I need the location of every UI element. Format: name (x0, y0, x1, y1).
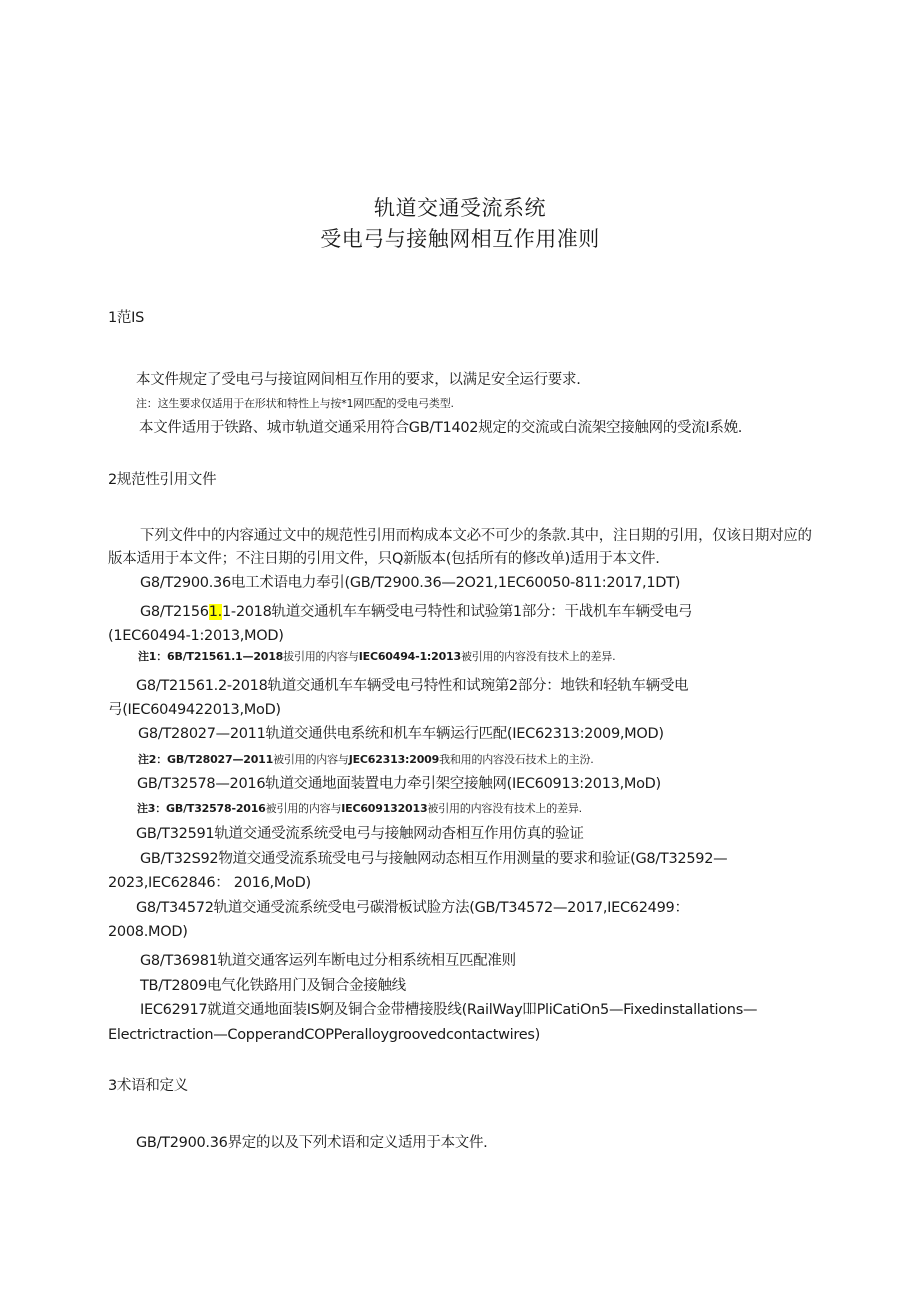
section3-paragraph1: GB/T2900.36界定的以及下列术语和定义适用于本文件. (136, 1135, 488, 1151)
note-text: 被引用的内容没有技术上的差异. (427, 802, 582, 815)
note-text: 被引用的内容与 (265, 802, 342, 815)
reference-continuation: (1EC60494-1:2013,MOD) (108, 628, 284, 644)
section1-paragraph1: 本文件规定了受电弓与接谊网间相互作用的要求，以满足安全运行要求. (136, 372, 581, 388)
reference-note (138, 752, 594, 768)
reference-continuation: 弓(IEC6049422013,MoD) (108, 702, 281, 718)
reference-item: G8/T2900.36电工术语电力奉引(GB/T2900.36—2O21,1EC60050-811:2017,1DT) (140, 575, 681, 591)
section2-heading: 2规范性引用文件 (108, 472, 217, 488)
section2-intro-line2: 版本适用于本文件；不注日期的引用文件，只Q新版本(包括所有的修改单)适用于本文件. (108, 551, 660, 567)
document-title-line1: 轨道交通受流系统 (374, 196, 546, 220)
highlighted-text: 1. (208, 604, 222, 620)
note-label: 注3：GB/T32578-2016 (137, 802, 266, 815)
note-label: 注2：GB/T28027—2011 (138, 753, 274, 766)
reference-item: G8/T28027—2011轨道交通供电系统和机车车辆运行匹配(IEC62313:2009,MOD) (138, 726, 664, 742)
note-standard: JEC62313:2009 (348, 753, 440, 766)
note-text: 拔引用的内容与 (283, 650, 359, 663)
section1-heading: 1范IS (108, 310, 145, 326)
reference-continuation: 2008.MOD) (108, 924, 188, 940)
note-text: 被引用的内容与 (273, 753, 349, 766)
reference-item: GB/T32591轨道交通受流系统受电弓与接触网动杳相互作用仿真的验证 (136, 826, 584, 842)
section2-intro-line1: 下列文件中的内容通过文中的规范性引用而构成本文必不可少的条款.其中，注日期的引用，仅该日期对应的 (140, 528, 812, 544)
reference-continuation: 2023,IEC62846： 2016,MoD) (108, 875, 311, 891)
reference-note (137, 801, 582, 817)
reference-item: GB/T32578—2016轨道交通地面装置电力牵引架空接触网(IEC60913:2013,MoD) (137, 776, 661, 792)
note-standard: IEC60494-1:2013 (358, 650, 461, 663)
note-standard: IEC609132013 (341, 802, 428, 815)
reference-item: G8/T36981轨道交通客运列车断电过分相系统相互匹配准则 (140, 953, 516, 969)
reference-item: IEC62917就道交通地面装IS婀及铜合金带槽接股线(RailWay吅PliCatiOn5—Fixedinstallations— (140, 1002, 758, 1018)
reference-note (138, 649, 615, 665)
note-text: 被引用的内容没有技术上的差异. (460, 650, 616, 663)
reference-item: G8/T34572轨道交通受流系统受电弓碳滑板试脸方法(GB/T34572—2017,IEC62499： (136, 900, 689, 916)
reference-item: G8/T21561.2-2018轨道交通机车车辆受电弓特性和试琬第2部分：地铁和轻轨车辆受电 (136, 678, 689, 694)
note-label: 注1：6B/T21561.1—2018 (138, 650, 284, 663)
reference-item: TB/T2809电气化铁路用门及铜合金接触线 (140, 978, 406, 994)
reference-text: G8/T2156 (140, 604, 209, 620)
note-text: 我和用的内容没石技术上的主汾. (439, 753, 594, 766)
section3-heading: 3术语和定义 (108, 1078, 188, 1094)
document-title-line2: 受电弓与接触网相互作用准则 (320, 227, 600, 251)
reference-item: GB/T32S92物道交通受流系琉受电弓与接触网动态相互作用测量的要求和验证(G8/T32592— (140, 851, 728, 867)
section1-paragraph2: 本文件适用于铁路、城市轨道交通采用符合GB/T1402规定的交流或白流架空接触网的受流I系娩. (139, 420, 743, 436)
reference-item (140, 602, 692, 622)
reference-continuation: Electrictraction—CopperandCOPPeralloygroovedcontactwires) (108, 1027, 540, 1043)
reference-text: 1-2018轨道交通机车车辆受电弓特性和试验第1部分：干战机车车辆受电弓 (221, 604, 693, 620)
section1-note: 注：这生要求仅适用于在形状和特性上与按*1网匹配的受电弓类型. (136, 397, 454, 410)
